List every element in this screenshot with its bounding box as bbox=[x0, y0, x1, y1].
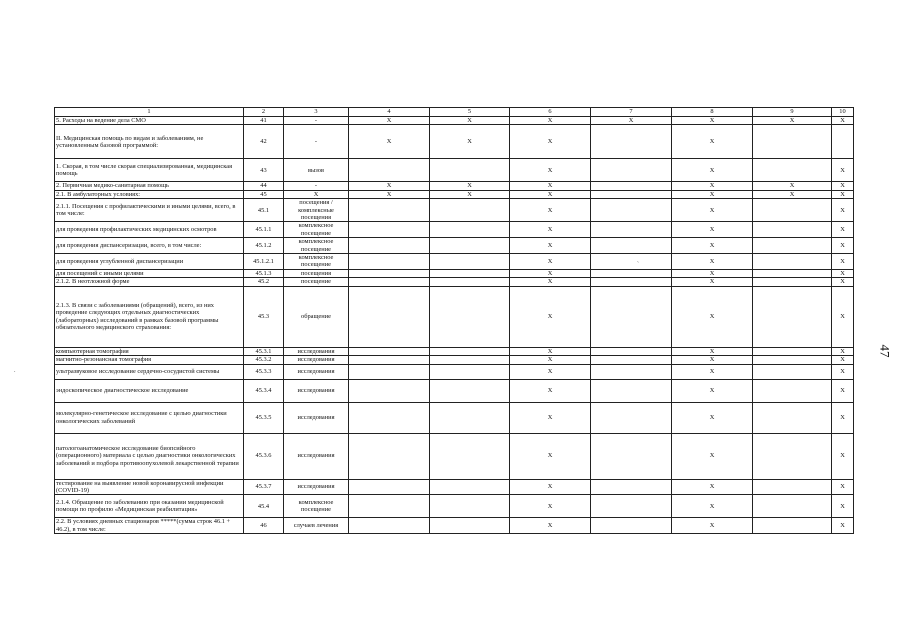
value-cell bbox=[430, 518, 510, 534]
value-cell bbox=[430, 364, 510, 379]
row-label-cell: 2.1.2. В неотложной форме bbox=[55, 278, 244, 286]
row-label-cell: 2.1. В амбулаторных условиях: bbox=[55, 190, 244, 198]
value-cell bbox=[430, 286, 510, 347]
table-row bbox=[55, 254, 854, 270]
value-cell: X bbox=[672, 495, 753, 518]
value-cell bbox=[753, 518, 832, 534]
value-cell: X bbox=[832, 238, 854, 254]
table-row bbox=[55, 159, 854, 182]
value-cell: X bbox=[753, 117, 832, 125]
value-cell bbox=[591, 269, 672, 277]
value-cell: X bbox=[672, 433, 753, 479]
value-cell: X bbox=[510, 495, 591, 518]
value-cell bbox=[753, 379, 832, 402]
value-cell: X bbox=[672, 199, 753, 222]
value-cell: X bbox=[672, 190, 753, 198]
unit-cell: - bbox=[284, 182, 349, 190]
table-row bbox=[55, 364, 854, 379]
value-cell bbox=[591, 364, 672, 379]
value-cell: X bbox=[430, 182, 510, 190]
value-cell: X bbox=[672, 347, 753, 355]
value-cell bbox=[349, 364, 430, 379]
unit-cell: исследования bbox=[284, 364, 349, 379]
value-cell: X bbox=[672, 117, 753, 125]
col-header: 8 bbox=[672, 108, 753, 117]
value-cell: X bbox=[510, 402, 591, 433]
table-row bbox=[55, 278, 854, 286]
row-label-cell: для проведения углубленной диспансеризации bbox=[55, 254, 244, 270]
value-cell bbox=[349, 402, 430, 433]
row-label-cell: II. Медицинская помощь по видам и заболеваниям, не установленным базовой программой: bbox=[55, 125, 244, 159]
value-cell: X bbox=[832, 495, 854, 518]
unit-cell: посещение bbox=[284, 278, 349, 286]
value-cell: X bbox=[832, 254, 854, 270]
row-label-cell: 1. Скорая, в том числе скорая специализированная, медицинская помощь bbox=[55, 159, 244, 182]
value-cell: X bbox=[510, 286, 591, 347]
col-header: 1 bbox=[55, 108, 244, 117]
value-cell: X bbox=[832, 199, 854, 222]
row-code-cell: 41 bbox=[244, 117, 284, 125]
value-cell: X bbox=[349, 125, 430, 159]
value-cell bbox=[753, 254, 832, 270]
value-cell bbox=[753, 364, 832, 379]
value-cell: X bbox=[510, 347, 591, 355]
unit-cell: комплексное посещение bbox=[284, 254, 349, 270]
value-cell bbox=[430, 254, 510, 270]
value-cell bbox=[591, 238, 672, 254]
value-cell: X bbox=[510, 278, 591, 286]
row-label-cell: для проведения профилактических медицинских осмотров bbox=[55, 222, 244, 238]
row-code-cell: 45.3.1 bbox=[244, 347, 284, 355]
row-code-cell: 45.3.3 bbox=[244, 364, 284, 379]
value-cell: X bbox=[832, 479, 854, 495]
value-cell bbox=[430, 238, 510, 254]
row-code-cell: 45.1 bbox=[244, 199, 284, 222]
table-row bbox=[55, 495, 854, 518]
row-label-cell: 2.2. В условиях дневных стационаров *****(сумма строк 46.1 + 46.2), в том числе: bbox=[55, 518, 244, 534]
table-row bbox=[55, 433, 854, 479]
value-cell bbox=[430, 199, 510, 222]
value-cell: X bbox=[832, 347, 854, 355]
value-cell: X bbox=[510, 356, 591, 364]
value-cell bbox=[430, 269, 510, 277]
value-cell: X bbox=[510, 190, 591, 198]
value-cell bbox=[349, 518, 430, 534]
data-table bbox=[54, 107, 854, 534]
value-cell bbox=[430, 159, 510, 182]
value-cell bbox=[430, 278, 510, 286]
value-cell: X bbox=[510, 433, 591, 479]
value-cell: X bbox=[672, 364, 753, 379]
row-code-cell: 45.3.2 bbox=[244, 356, 284, 364]
table-row bbox=[55, 125, 854, 159]
value-cell bbox=[591, 159, 672, 182]
row-code-cell: 45.3 bbox=[244, 286, 284, 347]
value-cell bbox=[753, 269, 832, 277]
value-cell: X bbox=[672, 182, 753, 190]
unit-cell: посещения / комплексные посещения bbox=[284, 199, 349, 222]
value-cell bbox=[349, 254, 430, 270]
value-cell bbox=[753, 222, 832, 238]
value-cell bbox=[430, 347, 510, 355]
column-number-row bbox=[55, 108, 854, 117]
unit-cell: вызов bbox=[284, 159, 349, 182]
row-code-cell: 46 bbox=[244, 518, 284, 534]
row-label-cell: 2.1.3. В связи с заболеваниями (обращений), всего, из них проведение следующих отдельных диагностических (лабораторных) исследований в рамках базовой программы обязательного медицинского страхования: bbox=[55, 286, 244, 347]
row-label-cell: 5. Расходы на ведение дела СМО bbox=[55, 117, 244, 125]
value-cell bbox=[591, 379, 672, 402]
value-cell bbox=[753, 356, 832, 364]
value-cell: X bbox=[591, 117, 672, 125]
row-code-cell: 45.3.4 bbox=[244, 379, 284, 402]
row-code-cell: 45.4 bbox=[244, 495, 284, 518]
table-row bbox=[55, 286, 854, 347]
table-row bbox=[55, 479, 854, 495]
value-cell: X bbox=[832, 433, 854, 479]
col-header: 4 bbox=[349, 108, 430, 117]
value-cell bbox=[753, 495, 832, 518]
value-cell: X bbox=[832, 286, 854, 347]
value-cell bbox=[591, 495, 672, 518]
value-cell bbox=[753, 278, 832, 286]
value-cell bbox=[349, 356, 430, 364]
value-cell: X bbox=[672, 379, 753, 402]
row-code-cell: 45.3.7 bbox=[244, 479, 284, 495]
row-label-cell: патологоанатомическое исследование биопсийного (операционного) материала с целью диагностики онкологических заболеваний и подбора противоопухолевой лекарственной терапии bbox=[55, 433, 244, 479]
col-header: 3 bbox=[284, 108, 349, 117]
page-number: 47 bbox=[877, 344, 893, 358]
value-cell bbox=[753, 433, 832, 479]
row-label-cell: компьютерная томография bbox=[55, 347, 244, 355]
value-cell: X bbox=[832, 222, 854, 238]
row-code-cell: 45 bbox=[244, 190, 284, 198]
value-cell: X bbox=[430, 125, 510, 159]
value-cell bbox=[591, 433, 672, 479]
table-row bbox=[55, 269, 854, 277]
value-cell: X bbox=[753, 190, 832, 198]
table-row bbox=[55, 222, 854, 238]
col-header: 6 bbox=[510, 108, 591, 117]
value-cell bbox=[349, 379, 430, 402]
value-cell: X bbox=[832, 269, 854, 277]
value-cell bbox=[349, 222, 430, 238]
value-cell: X bbox=[672, 518, 753, 534]
value-cell bbox=[349, 159, 430, 182]
unit-cell: исследования bbox=[284, 402, 349, 433]
value-cell: X bbox=[832, 117, 854, 125]
unit-cell: посещения bbox=[284, 269, 349, 277]
value-cell bbox=[753, 159, 832, 182]
unit-cell: случаев лечения bbox=[284, 518, 349, 534]
value-cell bbox=[753, 479, 832, 495]
value-cell bbox=[430, 402, 510, 433]
value-cell: X bbox=[753, 182, 832, 190]
col-header: 10 bbox=[832, 108, 854, 117]
value-cell: X bbox=[672, 159, 753, 182]
value-cell: X bbox=[510, 125, 591, 159]
scan-mark: ` bbox=[637, 262, 639, 268]
value-cell: X bbox=[672, 269, 753, 277]
value-cell bbox=[349, 433, 430, 479]
value-cell bbox=[591, 199, 672, 222]
row-code-cell: 43 bbox=[244, 159, 284, 182]
value-cell bbox=[591, 182, 672, 190]
value-cell bbox=[591, 222, 672, 238]
row-label-cell: молекулярно-генетическое исследование с целью диагностики онкологических заболеваний bbox=[55, 402, 244, 433]
value-cell: X bbox=[832, 402, 854, 433]
value-cell bbox=[753, 125, 832, 159]
unit-cell: исследования bbox=[284, 356, 349, 364]
value-cell bbox=[753, 238, 832, 254]
value-cell: X bbox=[349, 117, 430, 125]
value-cell bbox=[591, 278, 672, 286]
value-cell: X bbox=[510, 269, 591, 277]
value-cell bbox=[349, 199, 430, 222]
value-cell bbox=[832, 125, 854, 159]
row-label-cell: 2. Первичная медико-санитарная помощь bbox=[55, 182, 244, 190]
unit-cell: - bbox=[284, 117, 349, 125]
table-row bbox=[55, 379, 854, 402]
table-body bbox=[55, 108, 854, 534]
value-cell bbox=[753, 347, 832, 355]
value-cell: X bbox=[510, 518, 591, 534]
table-row bbox=[55, 238, 854, 254]
value-cell bbox=[591, 190, 672, 198]
value-cell bbox=[591, 479, 672, 495]
value-cell bbox=[349, 495, 430, 518]
row-code-cell: 45.3.5 bbox=[244, 402, 284, 433]
value-cell bbox=[591, 402, 672, 433]
value-cell bbox=[591, 286, 672, 347]
value-cell: X bbox=[430, 190, 510, 198]
value-cell: X bbox=[832, 190, 854, 198]
table-row bbox=[55, 190, 854, 198]
unit-cell: исследования bbox=[284, 347, 349, 355]
value-cell bbox=[753, 402, 832, 433]
value-cell bbox=[753, 199, 832, 222]
value-cell: X bbox=[510, 379, 591, 402]
value-cell bbox=[591, 356, 672, 364]
row-code-cell: 45.1.1 bbox=[244, 222, 284, 238]
col-header: 7 bbox=[591, 108, 672, 117]
value-cell: X bbox=[349, 190, 430, 198]
table-row bbox=[55, 402, 854, 433]
value-cell: X bbox=[510, 182, 591, 190]
value-cell: X bbox=[672, 402, 753, 433]
unit-cell: X bbox=[284, 190, 349, 198]
col-header: 9 bbox=[753, 108, 832, 117]
unit-cell: исследования bbox=[284, 479, 349, 495]
value-cell bbox=[430, 433, 510, 479]
value-cell bbox=[349, 479, 430, 495]
value-cell: X bbox=[672, 238, 753, 254]
value-cell: X bbox=[672, 356, 753, 364]
value-cell bbox=[430, 495, 510, 518]
value-cell: X bbox=[510, 159, 591, 182]
row-code-cell: 45.2 bbox=[244, 278, 284, 286]
row-code-cell: 45.3.6 bbox=[244, 433, 284, 479]
row-code-cell: 42 bbox=[244, 125, 284, 159]
value-cell bbox=[430, 356, 510, 364]
col-header: 5 bbox=[430, 108, 510, 117]
value-cell: X bbox=[510, 479, 591, 495]
table-row bbox=[55, 347, 854, 355]
value-cell: X bbox=[349, 182, 430, 190]
value-cell bbox=[591, 125, 672, 159]
value-cell: X bbox=[832, 182, 854, 190]
row-code-cell: 44 bbox=[244, 182, 284, 190]
value-cell: X bbox=[510, 254, 591, 270]
table-row bbox=[55, 117, 854, 125]
value-cell: X bbox=[672, 125, 753, 159]
row-label-cell: для проведения диспансеризации, всего, в том числе: bbox=[55, 238, 244, 254]
unit-cell: исследования bbox=[284, 433, 349, 479]
value-cell: X bbox=[832, 278, 854, 286]
value-cell: X bbox=[672, 479, 753, 495]
value-cell: X bbox=[672, 278, 753, 286]
row-label-cell: тестирование на выявление новой коронавирусной инфекции (COVID-19) bbox=[55, 479, 244, 495]
row-label-cell: эндоскопическое диагностическое исследование bbox=[55, 379, 244, 402]
value-cell: X bbox=[832, 518, 854, 534]
value-cell bbox=[591, 254, 672, 270]
row-label-cell: ультразвуковое исследование сердечно-сосудистой системы bbox=[55, 364, 244, 379]
unit-cell: комплексное посещение bbox=[284, 238, 349, 254]
value-cell bbox=[753, 286, 832, 347]
row-label-cell: для посещений с иными целями bbox=[55, 269, 244, 277]
value-cell: X bbox=[510, 117, 591, 125]
value-cell: X bbox=[832, 159, 854, 182]
value-cell bbox=[349, 278, 430, 286]
value-cell bbox=[591, 347, 672, 355]
value-cell: X bbox=[672, 254, 753, 270]
row-code-cell: 45.1.2 bbox=[244, 238, 284, 254]
value-cell bbox=[591, 518, 672, 534]
row-label-cell: 2.1.1. Посещения с профилактическими и иными целями, всего, в том числе: bbox=[55, 199, 244, 222]
unit-cell: комплексное посещение bbox=[284, 495, 349, 518]
unit-cell: - bbox=[284, 125, 349, 159]
unit-cell: исследования bbox=[284, 379, 349, 402]
value-cell bbox=[430, 379, 510, 402]
unit-cell: комплексное посещение bbox=[284, 222, 349, 238]
table-row bbox=[55, 518, 854, 534]
table-row bbox=[55, 182, 854, 190]
value-cell: X bbox=[510, 222, 591, 238]
value-cell bbox=[349, 286, 430, 347]
value-cell bbox=[349, 347, 430, 355]
value-cell bbox=[349, 269, 430, 277]
value-cell: X bbox=[832, 364, 854, 379]
scan-mark: . bbox=[14, 368, 16, 374]
value-cell: X bbox=[430, 117, 510, 125]
value-cell: X bbox=[510, 364, 591, 379]
value-cell bbox=[430, 479, 510, 495]
col-header: 2 bbox=[244, 108, 284, 117]
value-cell: X bbox=[832, 379, 854, 402]
value-cell bbox=[349, 238, 430, 254]
row-code-cell: 45.1.2.1 bbox=[244, 254, 284, 270]
table-row bbox=[55, 199, 854, 222]
row-code-cell: 45.1.3 bbox=[244, 269, 284, 277]
value-cell bbox=[430, 222, 510, 238]
value-cell: X bbox=[510, 238, 591, 254]
row-label-cell: магнитно-резонансная томография bbox=[55, 356, 244, 364]
table-row bbox=[55, 356, 854, 364]
value-cell: X bbox=[832, 356, 854, 364]
unit-cell: обращение bbox=[284, 286, 349, 347]
value-cell: X bbox=[672, 286, 753, 347]
row-label-cell: 2.1.4. Обращение по заболеванию при оказании медицинской помощи по профилю «Медицинская реабилитация» bbox=[55, 495, 244, 518]
value-cell: X bbox=[672, 222, 753, 238]
value-cell: X bbox=[510, 199, 591, 222]
